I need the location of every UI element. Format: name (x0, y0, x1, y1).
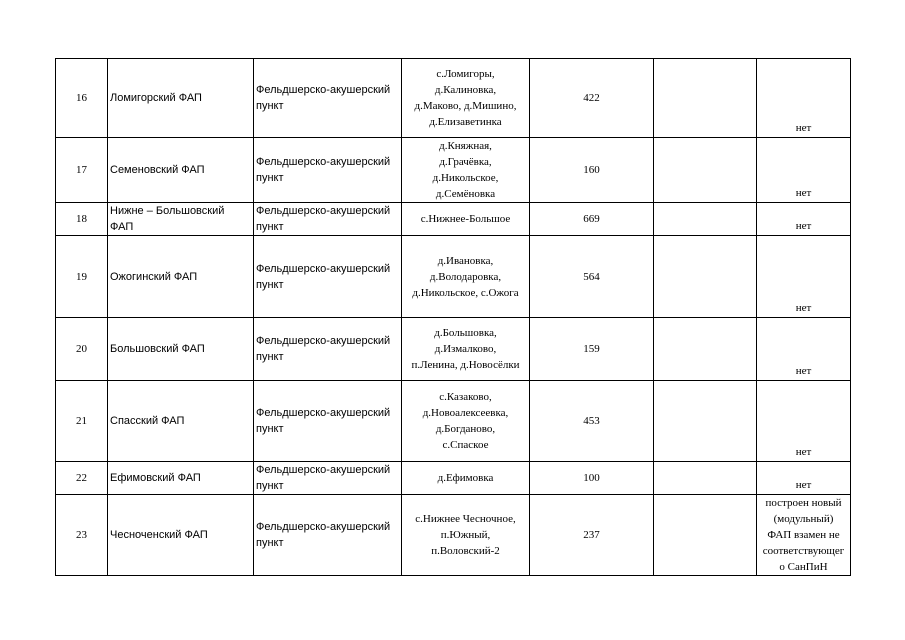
fap-name (108, 318, 254, 381)
fap-name-line: Нижне – Большовский (110, 205, 225, 217)
served-villages-line: д.Богданово, (435, 423, 496, 435)
row-number: 21 (56, 381, 108, 462)
empty-cell (654, 203, 757, 236)
served-villages-line: с.Казаково, (439, 391, 492, 403)
served-villages-line: д.Семёновка (435, 188, 496, 200)
facility-type (254, 318, 402, 381)
note-line: нет (795, 187, 812, 199)
facility-type (254, 495, 402, 576)
facility-type-line: пункт (256, 100, 284, 112)
served-villages-line: д.Большовка, (434, 327, 497, 339)
note-line: нет (795, 220, 812, 232)
table-row (56, 462, 851, 495)
served-villages-line: д.Елизаветинка (429, 116, 502, 128)
empty-cell (654, 59, 757, 138)
note-line: нет (795, 122, 812, 134)
facility-type-line: Фельдшерско-акушерский (256, 156, 391, 168)
empty-cell (654, 138, 757, 203)
empty-cell (654, 236, 757, 318)
note-line: о СанПиН (779, 561, 828, 573)
facility-type-line: Фельдшерско-акушерский (256, 205, 391, 217)
empty-cell (654, 381, 757, 462)
facility-type-line: Фельдшерско-акушерский (256, 262, 391, 275)
note-line: нет (795, 479, 812, 491)
population: 453 (530, 381, 654, 462)
row-number: 17 (56, 138, 108, 203)
facility-type-line: пункт (256, 172, 284, 184)
served-villages (402, 203, 530, 236)
served-villages-line: д.Ефимовка (437, 472, 494, 484)
note (757, 236, 851, 318)
fap-name-line: Ефимовский ФАП (110, 472, 201, 484)
note (757, 318, 851, 381)
served-villages (402, 318, 530, 381)
fap-table (55, 58, 851, 576)
served-villages-line: д.Новоалексеевка, (422, 407, 509, 419)
served-villages-line: с.Нижнее Чесночное, (415, 513, 516, 525)
row-number: 20 (56, 318, 108, 381)
note (757, 203, 851, 236)
note-line: нет (795, 302, 812, 314)
row-number: 16 (56, 59, 108, 138)
served-villages (402, 236, 530, 318)
table-row (56, 318, 851, 381)
note (757, 381, 851, 462)
empty-cell (654, 462, 757, 495)
facility-type-line: Фельдшерско-акушерский (256, 464, 391, 476)
fap-name-line: Ломигорский ФАП (110, 92, 202, 104)
population: 100 (530, 462, 654, 495)
facility-type-line: пункт (256, 537, 284, 549)
table-row (56, 203, 851, 236)
facility-type-line: Фельдшерско-акушерский (256, 521, 391, 533)
note-line: нет (795, 446, 812, 458)
facility-type (254, 381, 402, 462)
fap-name-line: ФАП (110, 221, 134, 233)
facility-type-line: пункт (256, 221, 284, 233)
fap-name (108, 138, 254, 203)
population: 160 (530, 138, 654, 203)
facility-type-line: Фельдшерско-акушерский (256, 407, 391, 419)
served-villages-line: д.Никольское, с.Ожога (412, 286, 519, 299)
fap-name-line: Чесноченский ФАП (110, 529, 208, 541)
facility-type-line: пункт (256, 351, 284, 363)
facility-type-line: пункт (256, 278, 284, 291)
note (757, 59, 851, 138)
note-line: построен новый (765, 497, 842, 509)
fap-name-line: Спасский ФАП (110, 415, 185, 427)
facility-type (254, 59, 402, 138)
note (757, 462, 851, 495)
population: 422 (530, 59, 654, 138)
served-villages-line: п.Воловский-2 (431, 545, 500, 557)
served-villages-line: п.Южный, (440, 529, 491, 541)
population: 159 (530, 318, 654, 381)
fap-name (108, 462, 254, 495)
fap-name-line: Семеновский ФАП (110, 164, 205, 176)
served-villages (402, 462, 530, 495)
note-line: нет (795, 365, 812, 377)
served-villages (402, 381, 530, 462)
note-line: соответствующег (762, 545, 845, 557)
note (757, 495, 851, 576)
served-villages-line: с.Ломигоры, (436, 68, 495, 80)
facility-type-line: пункт (256, 423, 284, 435)
served-villages-line: д.Володаровка, (429, 270, 502, 283)
table-row (56, 495, 851, 576)
fap-name (108, 203, 254, 236)
row-number: 19 (56, 236, 108, 318)
empty-cell (654, 318, 757, 381)
table-row (56, 138, 851, 203)
fap-name (108, 381, 254, 462)
population: 564 (530, 236, 654, 318)
fap-name (108, 236, 254, 318)
table-row (56, 381, 851, 462)
empty-cell (654, 495, 757, 576)
served-villages-line: с.Спаское (442, 439, 489, 451)
served-villages-line: д.Ивановка, (437, 254, 494, 267)
served-villages-line: д.Княжная, (439, 140, 492, 152)
note (757, 138, 851, 203)
population: 669 (530, 203, 654, 236)
note-line: ФАП взамен не (767, 529, 840, 541)
fap-name-line: Ожогинский ФАП (110, 270, 198, 283)
fap-name (108, 59, 254, 138)
facility-type (254, 462, 402, 495)
served-villages-line: д.Маково, д.Мишино, (414, 100, 517, 112)
population: 237 (530, 495, 654, 576)
row-number: 18 (56, 203, 108, 236)
row-number: 22 (56, 462, 108, 495)
served-villages (402, 495, 530, 576)
facility-type-line: Фельдшерско-акушерский (256, 335, 391, 347)
served-villages-line: д.Грачёвка, (439, 156, 492, 168)
facility-type (254, 138, 402, 203)
served-villages (402, 138, 530, 203)
facility-type-line: пункт (256, 480, 284, 492)
table-row (56, 59, 851, 138)
facility-type (254, 203, 402, 236)
facility-type (254, 236, 402, 318)
served-villages (402, 59, 530, 138)
fap-name (108, 495, 254, 576)
served-villages-line: д.Калиновка, (434, 84, 497, 96)
fap-name-line: Большовский ФАП (110, 343, 205, 355)
table-row (56, 236, 851, 318)
row-number: 23 (56, 495, 108, 576)
served-villages-line: п.Ленина, д.Новосёлки (411, 359, 520, 371)
served-villages-line: с.Нижнее-Большое (420, 213, 511, 225)
served-villages-line: д.Никольское, (432, 172, 499, 184)
served-villages-line: д.Измалково, (434, 343, 497, 355)
facility-type-line: Фельдшерско-акушерский (256, 84, 391, 96)
note-line: (модульный) (773, 513, 834, 525)
